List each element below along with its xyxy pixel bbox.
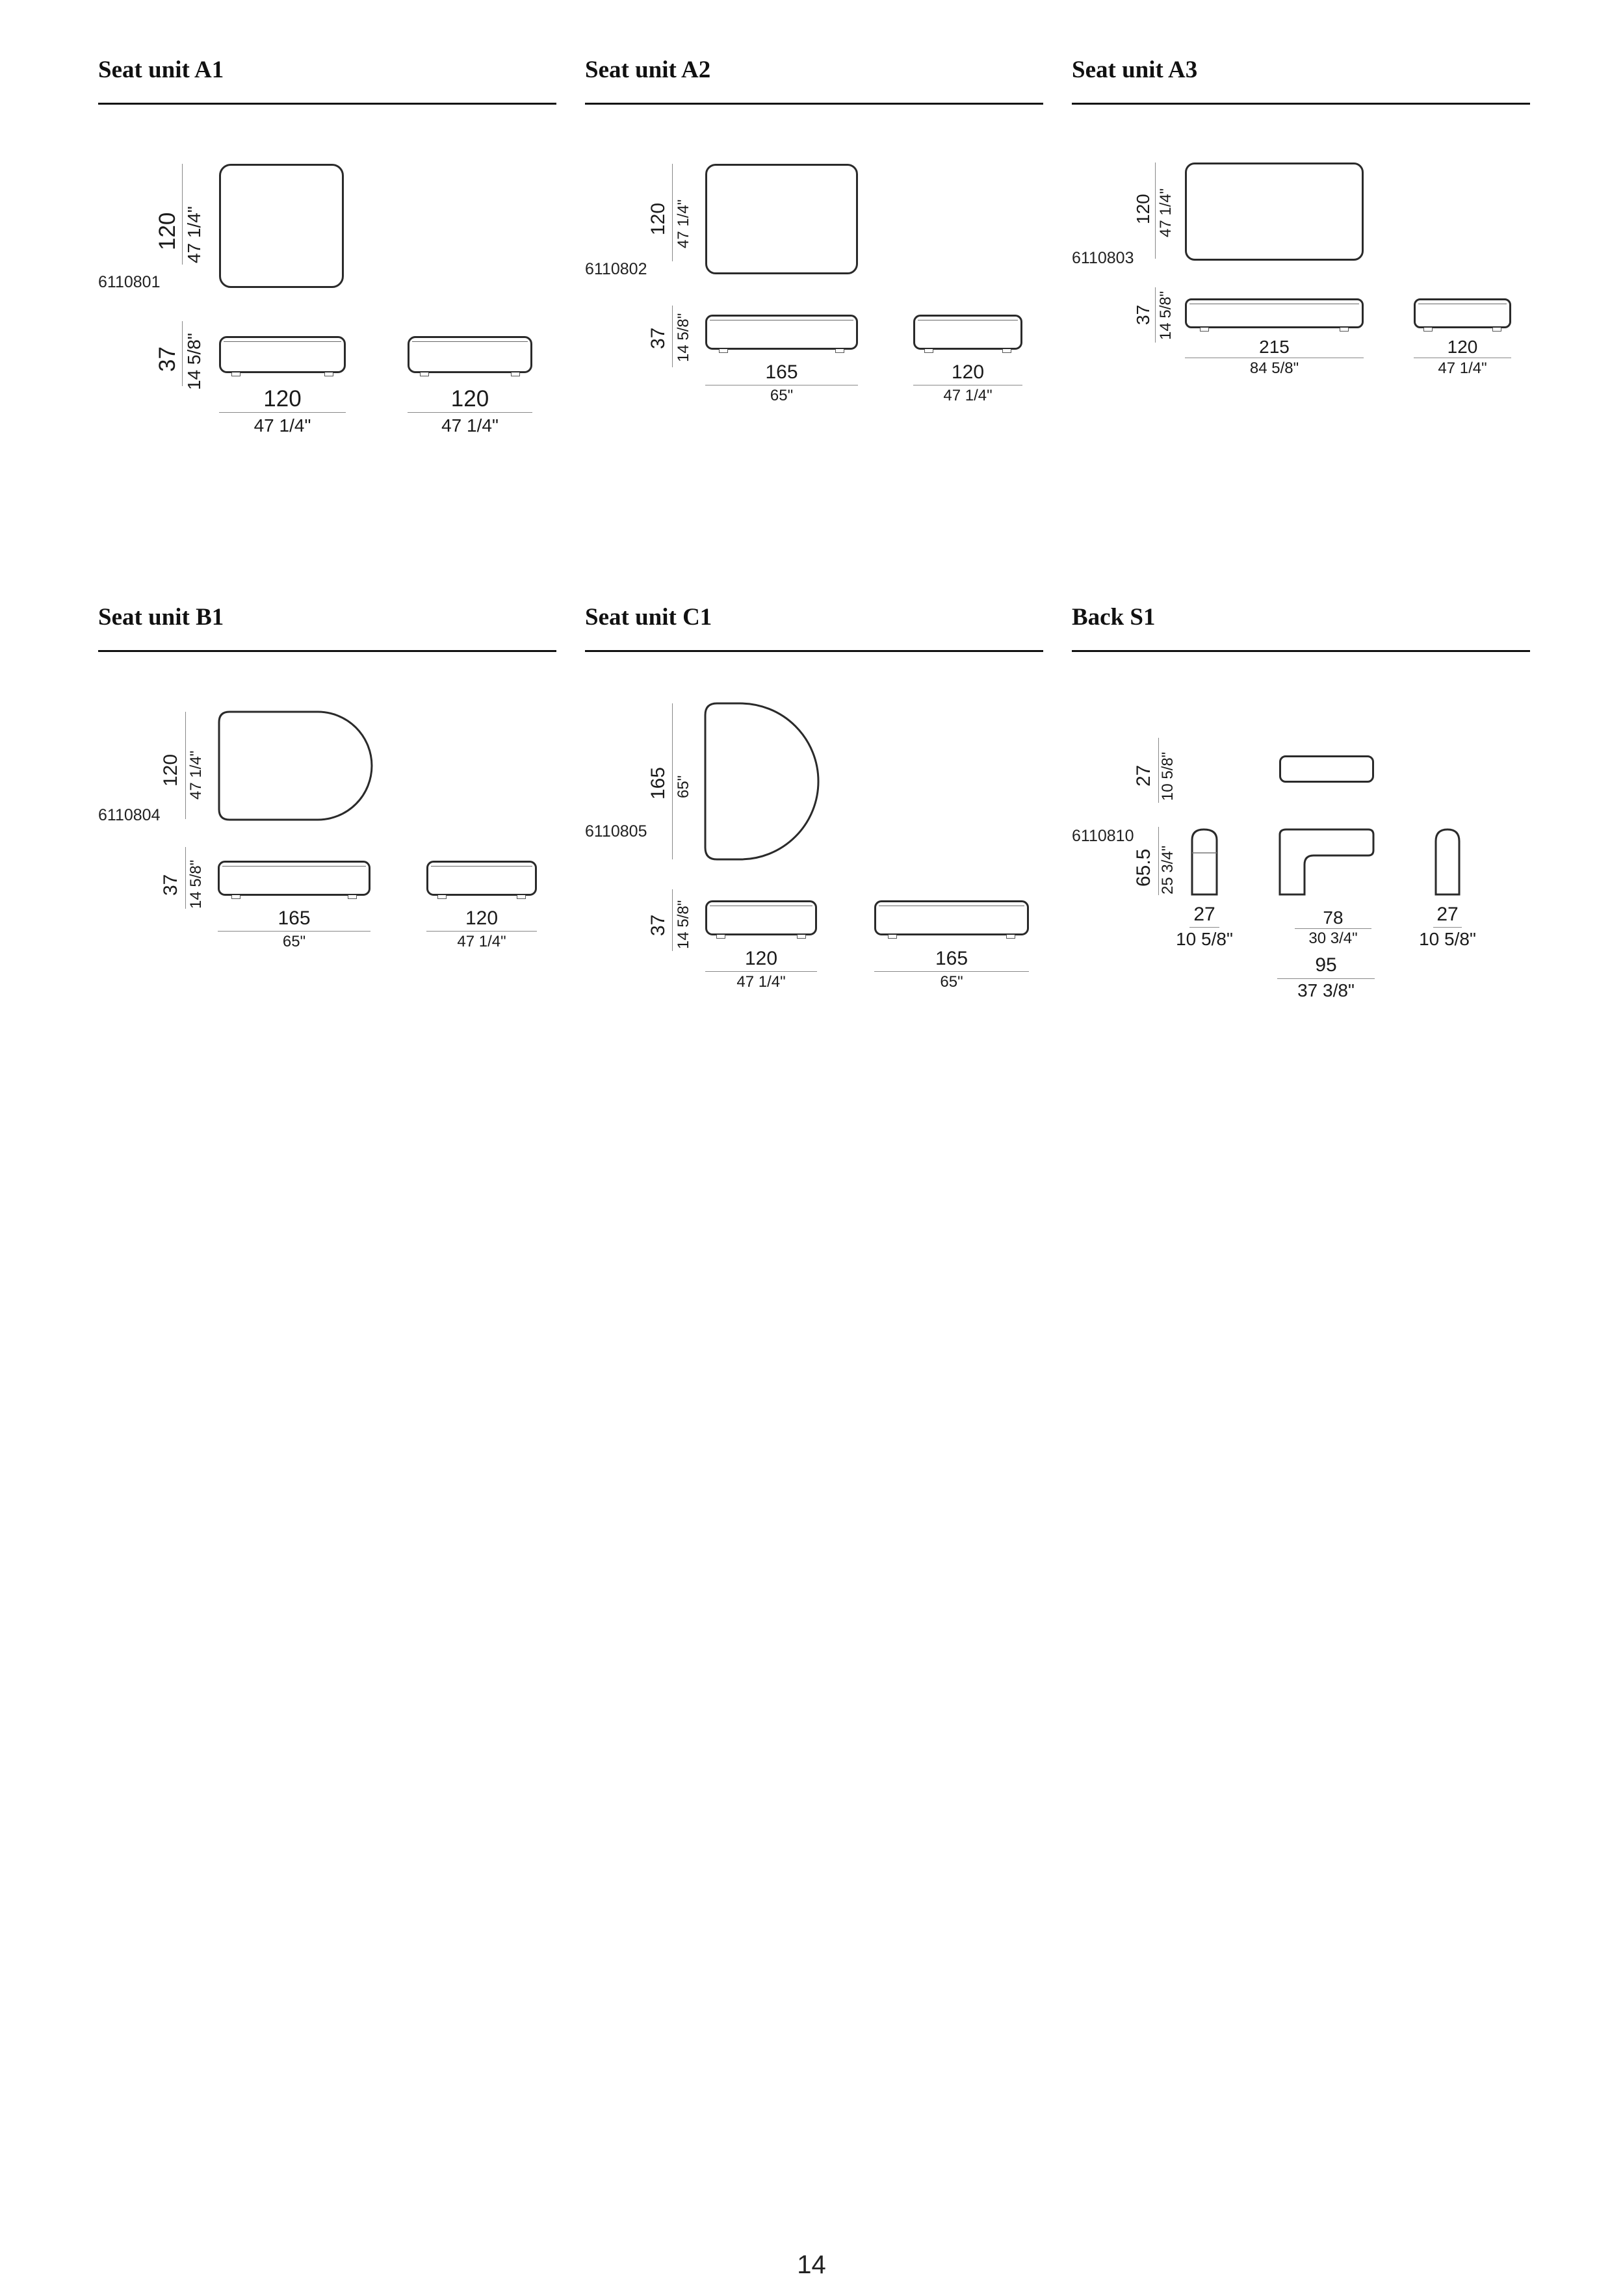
dimension-in: 47 1/4" xyxy=(184,206,204,263)
dimension-line xyxy=(426,931,537,932)
title-rule xyxy=(98,650,556,652)
dimension-in: 14 5/8" xyxy=(1157,291,1175,340)
dimension-line xyxy=(672,306,673,367)
dimension-cm: 37 xyxy=(647,914,669,936)
dimension-line xyxy=(1155,163,1156,259)
dimension-line xyxy=(1155,287,1156,343)
dimension-cm: 37 xyxy=(647,327,669,349)
seat-front-view xyxy=(426,861,537,896)
dimension-cm: 165 xyxy=(935,948,968,969)
seat-front-view xyxy=(408,336,532,373)
seat-top-view xyxy=(1185,163,1364,261)
dimension-in: 10 5/8" xyxy=(1159,751,1176,801)
dimension-in: 47 1/4" xyxy=(675,199,692,248)
panel-title: Seat unit A3 xyxy=(1072,57,1198,83)
dimension-in: 10 5/8" xyxy=(1419,929,1476,949)
dimension-in: 25 3/4" xyxy=(1159,845,1176,894)
dimension-in: 47 1/4" xyxy=(1438,359,1487,377)
dimension-line xyxy=(672,164,673,261)
dimension-in: 14 5/8" xyxy=(187,859,205,909)
dimension-cm: 27 xyxy=(1436,904,1459,925)
dimension-line xyxy=(408,412,532,413)
seat-side-view xyxy=(1185,298,1364,328)
seat-top-view xyxy=(705,164,858,274)
back-front-view xyxy=(1277,827,1376,897)
dimension-line xyxy=(219,412,346,413)
dimension-in: 65" xyxy=(675,775,692,798)
dimension-cm: 165 xyxy=(765,361,798,383)
title-rule xyxy=(1072,103,1530,105)
dimension-in: 14 5/8" xyxy=(675,313,692,362)
title-rule xyxy=(98,103,556,105)
dimension-cm: 37 xyxy=(160,874,181,896)
dimension-cm: 27 xyxy=(1133,764,1154,787)
dimension-in: 47 1/4" xyxy=(457,933,506,950)
dimension-in: 47 1/4" xyxy=(943,387,993,404)
product-code: 6110801 xyxy=(98,273,161,291)
product-code: 6110804 xyxy=(98,806,161,824)
seat-front-view xyxy=(913,315,1022,350)
dimension-in: 30 3/4" xyxy=(1308,930,1358,947)
seat-side-view xyxy=(705,315,858,350)
seat-front-view xyxy=(1414,298,1511,328)
seat-top-view xyxy=(219,164,344,288)
panel-title: Seat unit C1 xyxy=(585,604,712,631)
dimension-cm: 37 xyxy=(155,346,180,372)
dimension-cm: 165 xyxy=(278,907,311,929)
dimension-in: 47 1/4" xyxy=(253,415,311,436)
dimension-in: 84 5/8" xyxy=(1249,359,1299,377)
back-side-view xyxy=(1189,827,1219,897)
dimension-in: 65" xyxy=(940,973,963,991)
dimension-line xyxy=(1433,927,1462,928)
seat-top-view xyxy=(218,711,374,822)
dimension-line xyxy=(874,971,1029,972)
dimension-in: 47 1/4" xyxy=(187,750,205,800)
dimension-cm: 78 xyxy=(1323,907,1344,928)
dimension-line xyxy=(185,712,186,819)
page-number: 14 xyxy=(797,2250,826,2279)
dimension-cm: 120 xyxy=(450,386,489,411)
product-code: 6110802 xyxy=(585,260,647,278)
dimension-line xyxy=(705,971,817,972)
dimension-line xyxy=(182,164,183,265)
panel-title: Seat unit B1 xyxy=(98,604,224,631)
dimension-cm: 120 xyxy=(1447,337,1478,357)
title-rule xyxy=(585,103,1043,105)
back-top-view xyxy=(1279,755,1374,783)
dimension-cm: 120 xyxy=(1133,194,1153,224)
dimension-in: 65" xyxy=(770,387,794,404)
seat-top-view xyxy=(704,702,821,862)
dimension-line xyxy=(672,889,673,951)
dimension-in: 37 3/8" xyxy=(1297,980,1355,1000)
dimension-line xyxy=(1277,978,1375,979)
dimension-cm: 120 xyxy=(465,907,499,929)
title-rule xyxy=(1072,650,1530,652)
dimension-cm: 120 xyxy=(647,202,669,235)
dimension-line xyxy=(1295,928,1371,929)
dimension-line xyxy=(672,703,673,859)
dimension-line xyxy=(218,931,370,932)
dimension-cm: 65.5 xyxy=(1133,848,1154,887)
dimension-in: 65" xyxy=(282,933,306,950)
dimension-in: 14 5/8" xyxy=(675,900,692,949)
dimension-in: 47 1/4" xyxy=(736,973,786,991)
dimension-cm: 120 xyxy=(951,361,985,383)
dimension-cm: 215 xyxy=(1259,337,1290,357)
dimension-cm: 120 xyxy=(155,212,180,250)
dimension-cm: 120 xyxy=(263,386,302,411)
dimension-line xyxy=(185,847,186,909)
title-rule xyxy=(585,650,1043,652)
product-code: 6110810 xyxy=(1072,827,1134,845)
dimension-in: 10 5/8" xyxy=(1176,929,1233,949)
dimension-cm: 37 xyxy=(1133,304,1153,325)
dimension-in: 47 1/4" xyxy=(1157,188,1175,237)
dimension-line xyxy=(1189,927,1219,928)
product-code: 6110803 xyxy=(1072,249,1134,267)
dimension-in: 47 1/4" xyxy=(441,415,499,436)
product-code: 6110805 xyxy=(585,822,647,841)
dimension-in: 14 5/8" xyxy=(184,333,204,390)
seat-side-view xyxy=(705,900,817,935)
dimension-cm: 120 xyxy=(160,753,181,787)
dimension-cm: 95 xyxy=(1315,954,1337,976)
panel-title: Back S1 xyxy=(1072,604,1156,631)
dimension-cm: 27 xyxy=(1193,904,1215,925)
dimension-cm: 120 xyxy=(744,948,778,969)
seat-side-view xyxy=(218,861,370,896)
seat-front-view xyxy=(874,900,1029,935)
panel-title: Seat unit A2 xyxy=(585,57,711,83)
panel-title: Seat unit A1 xyxy=(98,57,224,83)
dimension-cm: 165 xyxy=(647,766,669,800)
back-side-view-right xyxy=(1433,827,1462,897)
seat-side-view xyxy=(219,336,346,373)
dimension-line xyxy=(182,321,183,386)
